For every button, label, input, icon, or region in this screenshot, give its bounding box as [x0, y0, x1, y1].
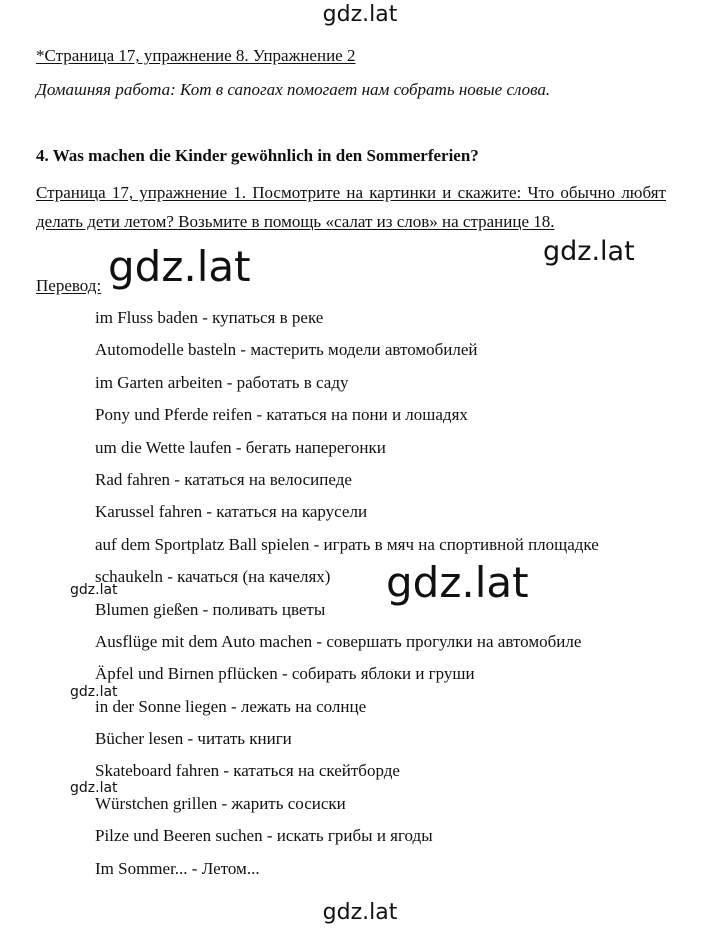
watermark-right: gdz.lat	[543, 236, 635, 267]
vocabulary-item: Automodelle basteln - мастерить модели автомобилей	[95, 340, 478, 360]
watermark-large-center: gdz.lat	[386, 558, 529, 607]
watermark-small: gdz.lat	[70, 780, 118, 796]
vocabulary-item: schaukeln - качаться (на качелях)	[95, 567, 331, 587]
section-title: 4. Was machen die Kinder gewöhnlich in den Sommerferien?	[36, 146, 479, 165]
vocabulary-item: um die Wette laufen - бегать наперегонки	[95, 437, 386, 457]
watermark-small: gdz.lat	[70, 684, 118, 700]
vocabulary-item: Karussel fahren - кататься на карусели	[95, 502, 368, 522]
homework-note: Домашняя работа: Кот в сапогах помогает нам собрать новые слова.	[36, 80, 551, 99]
watermark-small: gdz.lat	[70, 582, 118, 598]
vocabulary-item: Bücher lesen - читать книги	[95, 729, 292, 749]
exercise-reference: *Страница 17, упражнение 8. Упражнение 2	[36, 46, 356, 65]
vocabulary-item: Im Sommer... - Летом...	[95, 858, 260, 878]
vocabulary-item: im Fluss baden - купаться в реке	[95, 308, 324, 327]
vocabulary-item: Pony und Pferde reifen - кататься на пони и лошадях	[95, 405, 468, 425]
watermark-bottom: gdz.lat	[322, 900, 398, 925]
vocabulary-item: Äpfel und Birnen pflücken - собирать яблоки и груши	[95, 664, 475, 684]
vocabulary-item: Skateboard fahren - кататься на скейтборде	[95, 761, 400, 781]
vocabulary-item: Blumen gießen - поливать цветы	[95, 599, 326, 619]
vocabulary-item: in der Sonne liegen - лежать на солнце	[95, 696, 367, 716]
vocabulary-item: Pilze und Beeren suchen - искать грибы и ягоды	[95, 826, 433, 846]
vocabulary-item: im Garten arbeiten - работать в саду	[95, 372, 349, 392]
vocabulary-item: Rad fahren - кататься на велосипеде	[95, 469, 352, 489]
task-description: Страница 17, упражнение 1. Посмотрите на картинки и скажите: Что обычно любят делать дети летом? Возьмите в помощь «салат из слов» на странице 18.	[36, 183, 666, 231]
vocabulary-item: Würstchen grillen - жарить сосиски	[95, 793, 346, 813]
watermark-top: gdz.lat	[322, 2, 398, 27]
vocabulary-item: Ausflüge mit dem Auto machen - совершать прогулки на автомобиле	[95, 631, 582, 651]
vocabulary-item: auf dem Sportplatz Ball spielen - играть в мяч на спортивной площадке	[95, 534, 599, 554]
translation-label: Перевод:	[36, 276, 102, 295]
watermark-large-left: gdz.lat	[108, 242, 251, 291]
